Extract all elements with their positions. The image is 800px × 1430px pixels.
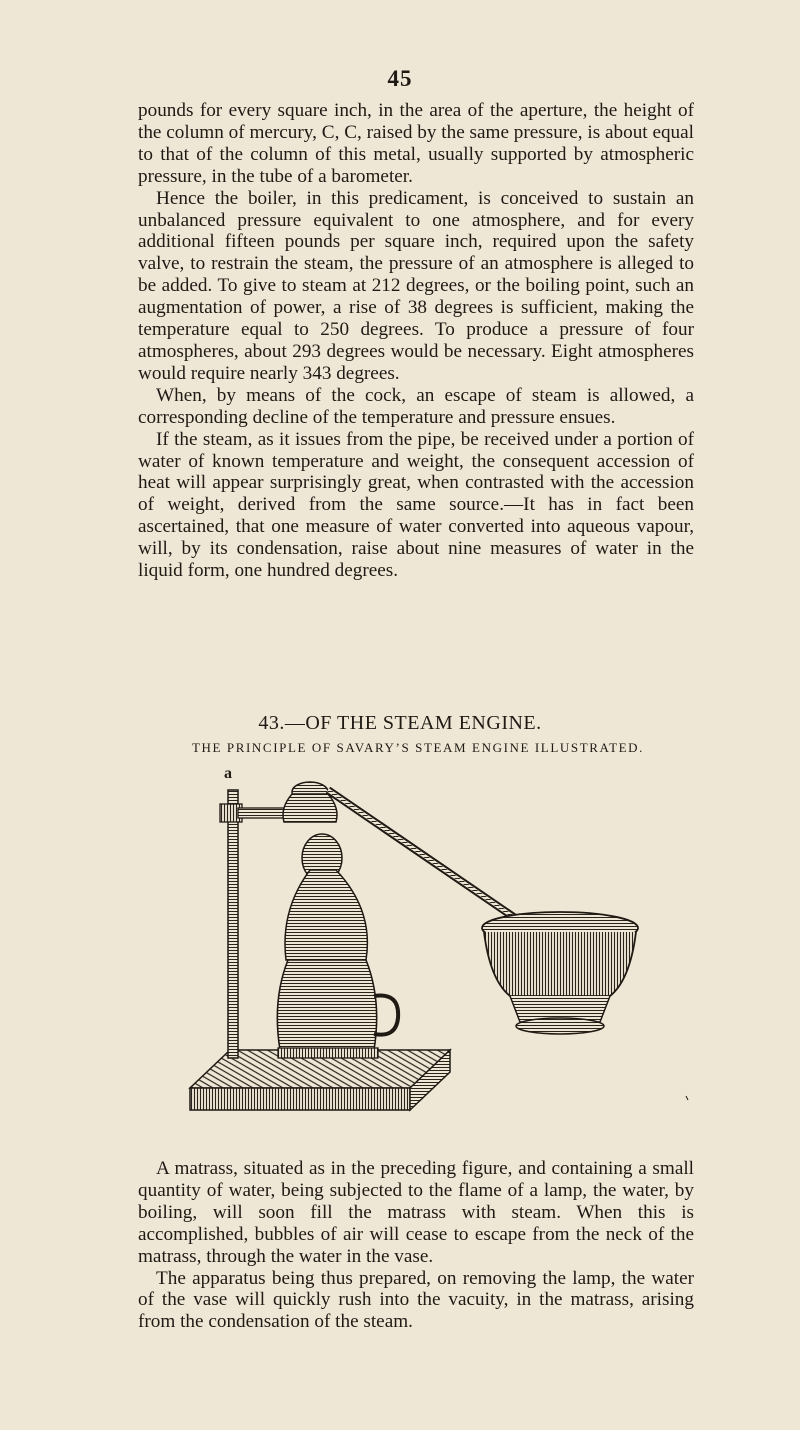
paragraph: Hence the boiler, in this predicament, is conceived to sustain an unbalanced pressure equivalent to one atmosphere, and for every additional fifteen pounds per square inch, required upon the safety valve, to restrain the steam, the pressure of an atmosphere is alleged to be added. To give to steam at 212 degrees, or the boiling point, such an augmentation of power, a rise of 38 degrees is sufficient, making the temperature equal to 250 degrees. To produce a pressure of four atmospheres, about 293 degrees would be necessary. Eight atmospheres would require nearly 343 degrees.	[138, 187, 694, 384]
page-number: 45	[387, 66, 413, 91]
section-subtitle: THE PRINCIPLE OF SAVARY’S STEAM ENGINE ILLUSTRATED.	[191, 740, 644, 755]
water-vase	[482, 912, 638, 1034]
section-title: 43.—OF THE STEAM ENGINE.	[258, 712, 542, 734]
base-board	[190, 1050, 450, 1110]
paragraph: pounds for every square inch, in the area of the aperture, the height of the column of mercury, C, C, raised by the same pressure, is about equal to that of the column of this metal, usually supported by atmospheric pressure, in the tube of a barometer.	[138, 100, 694, 187]
engraving-illustration	[160, 760, 700, 1150]
paragraph: When, by means of the cock, an escape of steam is allowed, a corresponding decline of the temperature and pressure ensues.	[138, 384, 694, 428]
paragraph: A matrass, situated as in the preceding figure, and containing a small quantity of water, being subjected to the flame of a lamp, the water, by boiling, will soon fill the matrass with steam. When this is accomplished, bubbles of air will cease to escape from the neck of the matrass, through the water in the vase.	[138, 1158, 694, 1267]
text-block-bottom	[138, 1158, 694, 1333]
spirit-lamp-icon	[277, 960, 398, 1058]
paragraph: The apparatus being thus prepared, on removing the lamp, the water of the vase will quickly rush into the vacuity, in the matrass, arising from the condensation of the steam.	[138, 1267, 694, 1333]
retort-stand	[220, 790, 284, 1058]
text-block-top	[138, 100, 694, 582]
savary-apparatus-figure	[160, 760, 700, 1150]
paragraph: If the steam, as it issues from the pipe, be received under a portion of water of known temperature and weight, the consequent accession of heat will appear surprisingly great, when contrasted with the accession of weight, derived from the same source.—It has in fact been ascertained, that one measure of water converted into aqueous vapour, will, by its condensation, raise about nine measures of water in the liquid form, one hundred degrees.	[138, 428, 694, 582]
figure-label: a	[224, 765, 232, 782]
